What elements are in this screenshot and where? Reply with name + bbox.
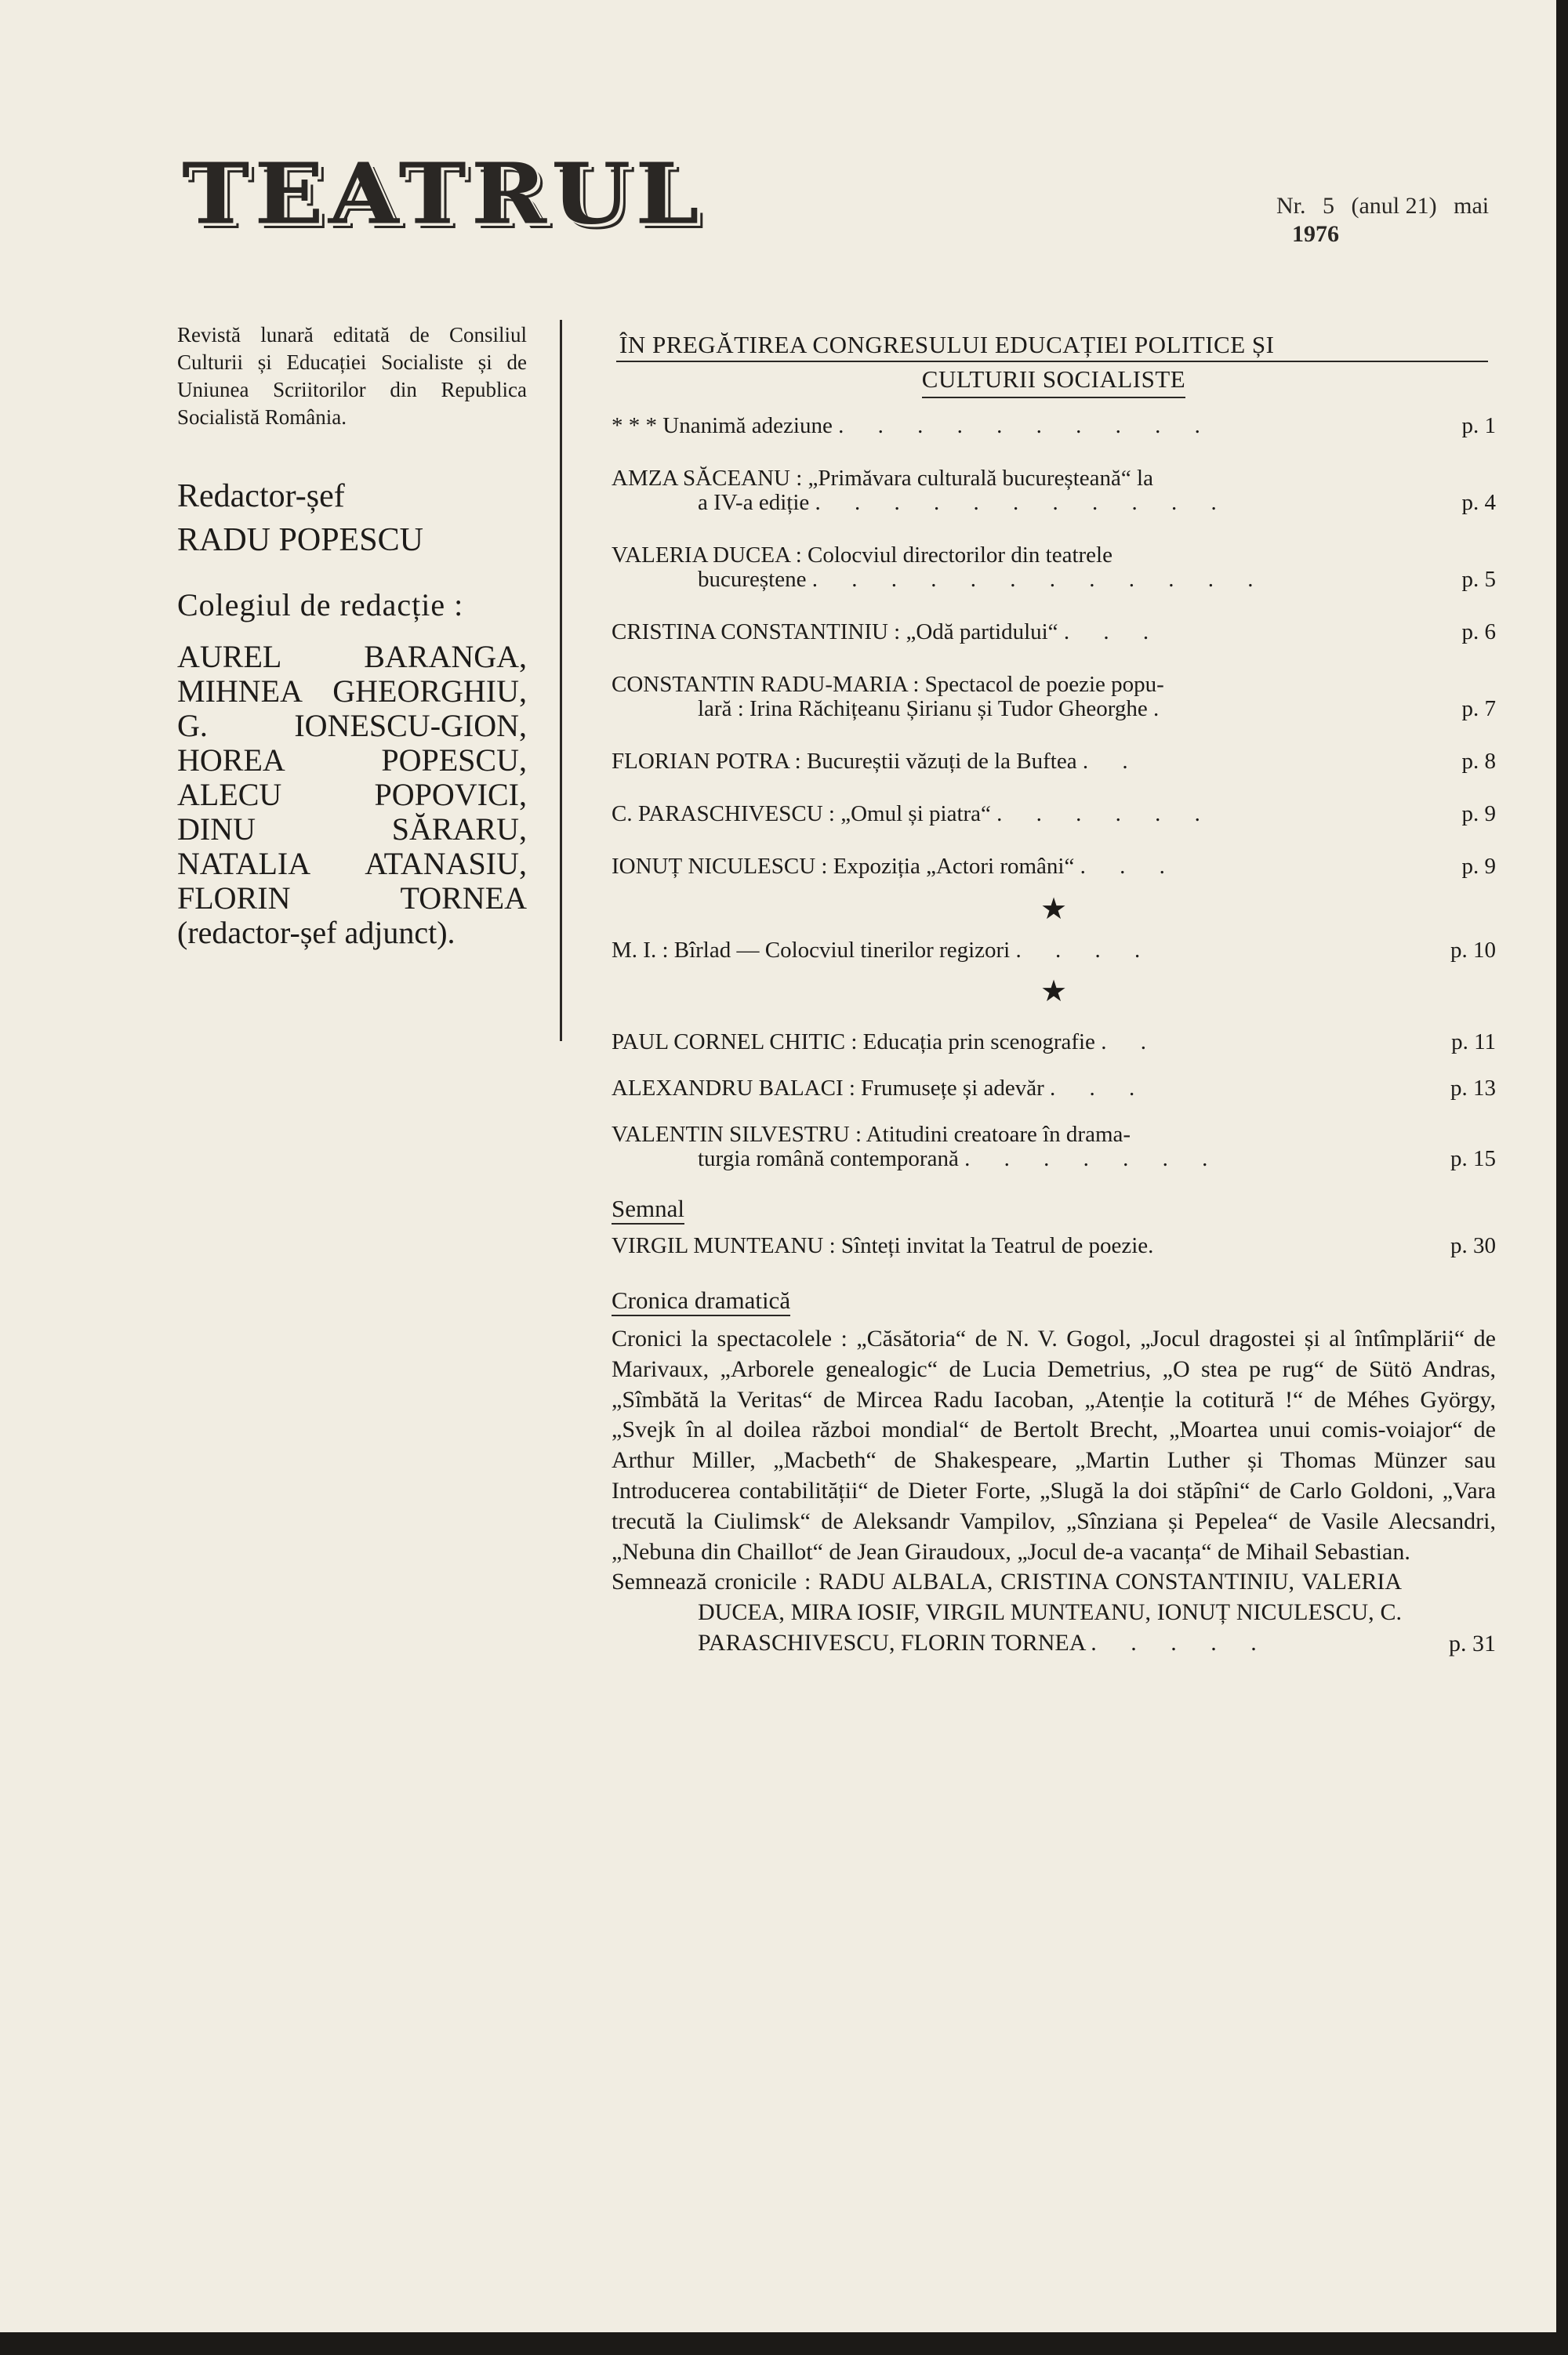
entry-row bbox=[612, 414, 1402, 438]
issue-volume: (anul 21) bbox=[1351, 193, 1437, 219]
dot-leader: . . . bbox=[1049, 1076, 1149, 1101]
entry-text: * * * Unanimă adeziune bbox=[612, 413, 833, 438]
entry-text-continued bbox=[612, 491, 1402, 515]
board-members: AUREL BARANGA, MIHNEA GHEORGHIU, G. IONESCU-GION, HOREA POPESCU, ALECU POPOVICI, DINU SĂRARU, NATALIA ATANASIU, FLORIN TORNEA (redactor-șef adjunct). bbox=[177, 639, 527, 950]
entry-text-continued bbox=[612, 697, 1402, 721]
cronica-block bbox=[612, 1324, 1496, 1659]
entry-text: VIRGIL MUNTEANU : Sînteți invitat la Teatrul de poezie. bbox=[612, 1233, 1154, 1258]
entry-row bbox=[612, 802, 1402, 826]
publisher-description: Revistă lunară editată de Consiliul Culturii și Educației Socialiste și de Uniunea Scriitorilor din Republica Socialistă România. bbox=[177, 323, 527, 429]
issue-month: mai bbox=[1454, 193, 1490, 219]
cronica-section-label: Cronica dramatică bbox=[612, 1286, 790, 1316]
list-item bbox=[612, 855, 1496, 879]
page-reference: p. 1 bbox=[1461, 413, 1496, 438]
cronica-signatures bbox=[612, 1567, 1496, 1658]
dot-leader: . . . . . . . bbox=[964, 1146, 1222, 1171]
list-item bbox=[612, 543, 1496, 592]
entry-text-continued bbox=[612, 568, 1402, 592]
page-reference: p. 10 bbox=[1450, 938, 1496, 963]
contents-group-1 bbox=[612, 414, 1496, 879]
page-reference: p. 13 bbox=[1450, 1076, 1496, 1101]
page-reference: p. 7 bbox=[1461, 696, 1496, 721]
list-item bbox=[612, 466, 1496, 515]
contents-group-2 bbox=[612, 938, 1496, 963]
issue-info bbox=[1276, 193, 1500, 220]
page-reference: p. 6 bbox=[1461, 619, 1496, 644]
list-item bbox=[612, 802, 1496, 826]
dot-leader: . . . . . bbox=[1091, 1629, 1271, 1656]
dot-leader: . . . . bbox=[1015, 938, 1155, 963]
imprint-column bbox=[177, 321, 527, 950]
cronica-signed-text: Semnează cronicile : RADU ALBALA, CRISTINA CONSTANTINIU, VALERIA DUCEA, MIRA IOSIF, VIRGIL MUNTEANU, IONUȚ NICULESCU, C. PARASCHIVESCU, FLORIN TORNEA bbox=[612, 1569, 1402, 1656]
board-label: Colegiul de redacție : bbox=[177, 587, 464, 622]
page-reference: p. 8 bbox=[1461, 749, 1496, 774]
cronica-text: Cronici la spectacolele : „Căsătoria“ de N. V. Gogol, „Jocul dragostei și al întîmplării“ de Marivaux, „Arborele genealogic“ de Lucia Demetrius, „O stea pe rug“ de Sütö Andras, „Sîmbătă la Veritas“ de Mircea Radu Iacoban, „Atenție la cotitură !“ de Méhes György, „Svejk în al doilea război mondial“ de Bertolt Brecht, „Moartea unui comis-voiajor“ de Arthur Miller, „Macbeth“ de Shakespeare, „Martin Luther și Thomas Münzer sau Introducerea contabilității“ de Dieter Forte, „Slugă la doi stăpîni“ de Carlo Goldoni, „Vara trecută la Ciulimsk“ de Aleksandr Vampilov, „Sînziana și Pepelea“ de Vasile Alecsandri, „Nebuna din Chaillot“ de Jean Giraudoux, „Jocul de-a vacanța“ de Mihail Sebastian. bbox=[612, 1326, 1496, 1565]
page-reference: p. 9 bbox=[1461, 801, 1496, 826]
entry-text-continued-label: lară : Irina Răchițeanu Șirianu și Tudor Gheorghe bbox=[698, 696, 1148, 721]
entry-text: VALERIA DUCEA : Colocviul directorilor din teatrele bbox=[612, 542, 1112, 568]
list-item bbox=[612, 414, 1496, 438]
entry-text: ALEXANDRU BALACI : Frumusețe și adevăr bbox=[612, 1076, 1044, 1101]
heading-line-2: CULTURII SOCIALISTE bbox=[922, 364, 1185, 398]
star-separator: ★ bbox=[1040, 891, 1068, 926]
page-reference: p. 5 bbox=[1461, 567, 1496, 592]
entry-text-continued-label: turgia română contemporană bbox=[698, 1146, 959, 1171]
entry-text: CONSTANTIN RADU-MARIA : Spectacol de poezie popu- bbox=[612, 672, 1164, 697]
semnal-section-label: Semnal bbox=[612, 1195, 684, 1225]
page-reference: p. 9 bbox=[1461, 854, 1496, 879]
dot-leader: . . . . . . bbox=[996, 801, 1214, 826]
issue-year: 1976 bbox=[1292, 221, 1339, 247]
list-item bbox=[612, 749, 1496, 774]
entry-text: AMZA SĂCEANU : „Primăvara culturală bucureșteană“ la bbox=[612, 466, 1153, 491]
table-of-contents bbox=[612, 329, 1496, 1659]
entry-row bbox=[612, 749, 1402, 774]
column-divider bbox=[560, 320, 562, 1041]
heading-line-1: ÎN PREGĂTIREA CONGRESULUI EDUCAȚIEI POLITICE ȘI bbox=[619, 331, 1275, 358]
list-item bbox=[612, 1076, 1496, 1101]
page-reference: p. 4 bbox=[1461, 490, 1496, 515]
dot-leader: . . bbox=[1082, 749, 1142, 774]
entry-row bbox=[612, 855, 1402, 879]
dot-leader: . . . . . . . . . . bbox=[838, 413, 1214, 438]
issue-number: 5 bbox=[1323, 193, 1334, 219]
entry-text: M. I. : Bîrlad — Colocviul tinerilor regizori bbox=[612, 938, 1011, 963]
entry-text: FLORIAN POTRA : Bucureștii văzuți de la Buftea bbox=[612, 749, 1077, 774]
issue-number-label: Nr. bbox=[1276, 193, 1306, 219]
entry-text: C. PARASCHIVESCU : „Omul și piatra“ bbox=[612, 801, 991, 826]
list-item bbox=[612, 620, 1496, 644]
entry-text-continued bbox=[612, 1147, 1402, 1171]
list-item bbox=[612, 1030, 1496, 1054]
dot-leader: . . . . . . . . . . . bbox=[815, 490, 1231, 515]
list-item bbox=[612, 673, 1496, 721]
entry-text: CRISTINA CONSTANTINIU : „Odă partidului“ bbox=[612, 619, 1058, 644]
list-item bbox=[612, 1234, 1496, 1258]
page-reference: p. 15 bbox=[1450, 1146, 1496, 1171]
contents-heading bbox=[612, 329, 1496, 361]
page-reference: p. 11 bbox=[1451, 1029, 1496, 1054]
entry-text: VALENTIN SILVESTRU : Atitudini creatoare în drama- bbox=[612, 1122, 1131, 1147]
masthead-logo: TEATRUL bbox=[182, 145, 704, 244]
page-reference: p. 30 bbox=[1450, 1233, 1496, 1258]
entry-row bbox=[612, 938, 1402, 963]
entry-text: IONUȚ NICULESCU : Expoziția „Actori români“ bbox=[612, 854, 1075, 879]
page-reference: p. 31 bbox=[1449, 1630, 1496, 1656]
editor-label: Redactor-șef bbox=[177, 478, 345, 514]
list-item bbox=[612, 1123, 1496, 1171]
entry-text: PAUL CORNEL CHITIC : Educația prin scenografie bbox=[612, 1029, 1095, 1054]
entry-row bbox=[612, 1076, 1402, 1101]
dot-leader: . . bbox=[1101, 1029, 1160, 1054]
dot-leader: . . . bbox=[1063, 619, 1163, 644]
entry-row bbox=[612, 620, 1402, 644]
contents-group-3 bbox=[612, 1030, 1496, 1171]
dot-leader: . . . . . . . . . . . . bbox=[811, 567, 1268, 592]
list-item bbox=[612, 938, 1496, 963]
dot-leader: . bbox=[1152, 696, 1174, 721]
editor-name: RADU POPESCU bbox=[177, 522, 423, 558]
entry-text-continued-label: a IV-a ediție bbox=[698, 490, 810, 515]
star-separator: ★ bbox=[1040, 974, 1068, 1008]
dot-leader: . . . bbox=[1080, 854, 1179, 879]
entry-text-continued-label: bucureștene bbox=[698, 567, 807, 592]
entry-row bbox=[612, 1030, 1402, 1054]
heading-underline bbox=[616, 361, 1488, 362]
